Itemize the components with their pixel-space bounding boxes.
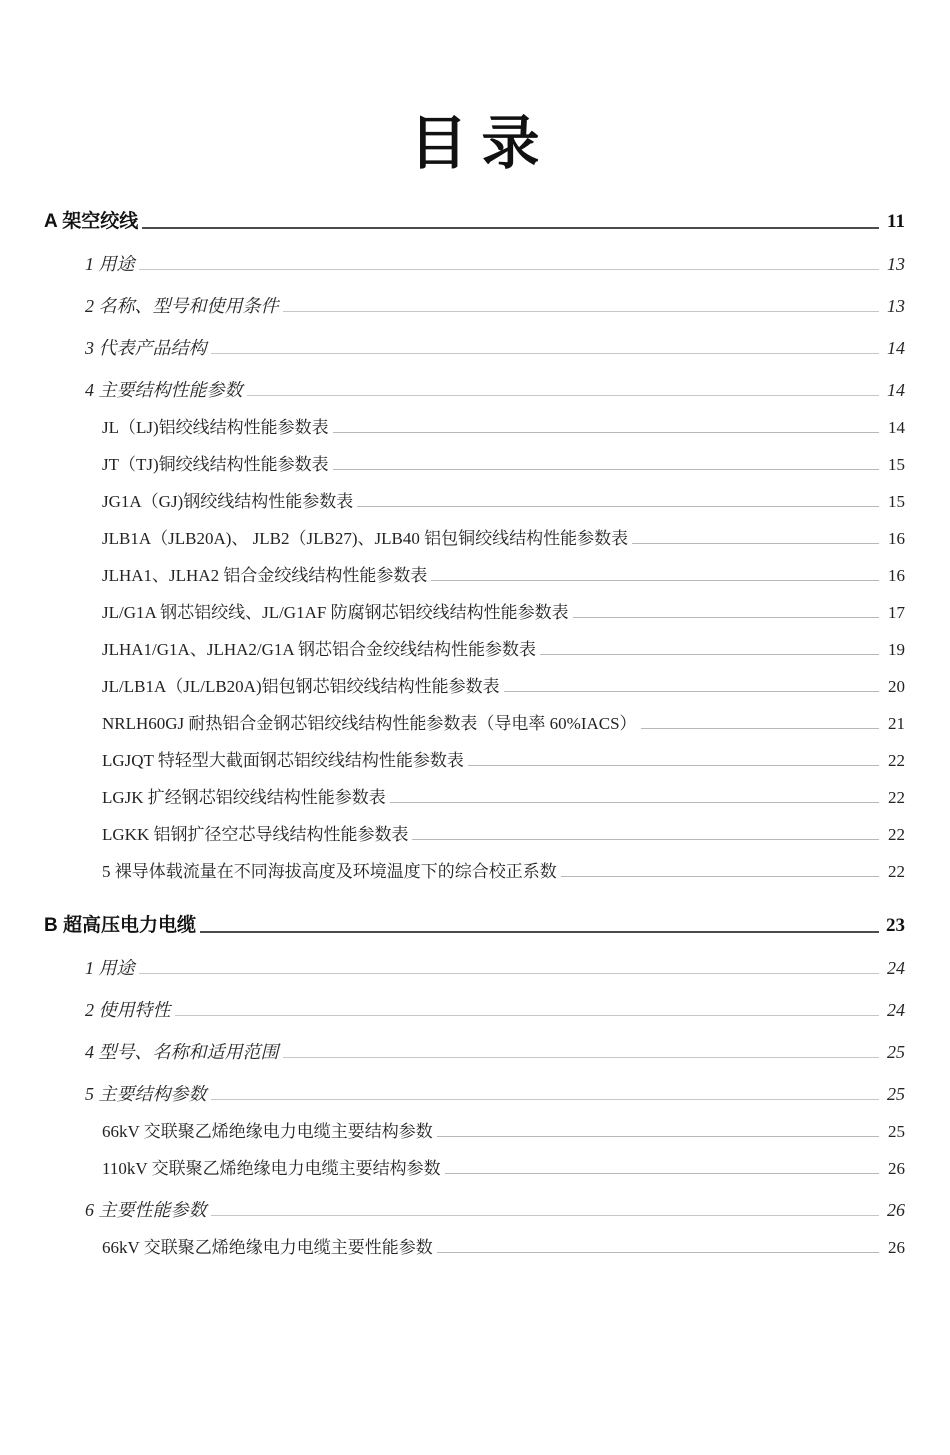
toc-entry-label: JL/LB1A（JL/LB20A)铝包钢芯铝绞线结构性能参数表	[102, 676, 500, 696]
toc-entry-label: JG1A（GJ)钢绞线结构性能参数表	[102, 491, 354, 511]
toc-entry-page-number: 22	[888, 824, 905, 844]
toc-entry-page-number: 24	[887, 957, 905, 978]
toc-entry-label: JLHA1、JLHA2 铝合金绞线结构性能参数表	[102, 565, 428, 585]
toc-entry-page-number: 26	[888, 1237, 905, 1257]
toc-entry-page-number: 24	[887, 999, 905, 1020]
toc-entry[interactable]	[85, 339, 905, 357]
document-page	[0, 112, 950, 1455]
toc-entry-label: 3 代表产品结构	[85, 337, 207, 358]
toc-entry[interactable]	[85, 255, 905, 273]
toc-entry-page-number: 15	[888, 454, 905, 474]
toc-entry[interactable]	[102, 604, 905, 621]
toc-entry-page-number: 22	[888, 750, 905, 770]
toc-entry-label: 66kV 交联聚乙烯绝缘电力电缆主要性能参数	[102, 1237, 433, 1257]
toc-entry-label: 2 名称、型号和使用条件	[85, 295, 279, 316]
toc-leader-line	[333, 432, 879, 433]
toc-entry-label: JLB1A（JLB20A)、 JLB2（JLB27)、JLB40 铝包铜绞线结构性能参数表	[102, 528, 629, 548]
toc-entry-page-number: 26	[887, 1199, 905, 1220]
toc-entry-label: B 超高压电力电缆	[44, 914, 197, 936]
toc-entry[interactable]	[102, 456, 905, 473]
toc-entry[interactable]	[102, 1239, 905, 1256]
toc-entry-label: JL（LJ)铝绞线结构性能参数表	[102, 417, 329, 437]
toc-entry-label: 4 型号、名称和适用范围	[85, 1041, 279, 1062]
toc-entry[interactable]	[85, 959, 905, 977]
toc-entry-page-number: 23	[886, 914, 905, 936]
toc-leader-line	[573, 617, 879, 618]
toc-leader-line	[390, 802, 879, 803]
toc-list	[44, 212, 905, 1256]
toc-entry[interactable]	[85, 381, 905, 399]
toc-entry[interactable]	[102, 752, 905, 769]
toc-entry-label: JLHA1/G1A、JLHA2/G1A 钢芯铝合金绞线结构性能参数表	[102, 639, 536, 659]
toc-entry-label: LGKK 铝钢扩径空芯导线结构性能参数表	[102, 824, 409, 844]
toc-leader-line	[283, 311, 880, 312]
toc-entry-page-number: 17	[888, 602, 905, 622]
toc-entry-page-number: 21	[888, 713, 905, 733]
toc-entry-page-number: 15	[888, 491, 905, 511]
toc-leader-line	[468, 765, 879, 766]
toc-leader-line	[139, 973, 880, 974]
toc-leader-line	[431, 580, 879, 581]
toc-entry-page-number: 22	[888, 787, 905, 807]
toc-entry[interactable]	[102, 789, 905, 806]
toc-entry-page-number: 16	[888, 565, 905, 585]
toc-entry[interactable]	[102, 1123, 905, 1140]
toc-entry-page-number: 25	[887, 1083, 905, 1104]
toc-entry-page-number: 19	[888, 639, 905, 659]
toc-leader-line	[211, 1215, 880, 1216]
toc-leader-line	[632, 543, 879, 544]
toc-entry-label: 5 主要结构参数	[85, 1083, 207, 1104]
toc-entry[interactable]	[85, 1085, 905, 1103]
toc-entry[interactable]	[85, 1201, 905, 1219]
toc-entry-page-number: 20	[888, 676, 905, 696]
toc-entry-label: LGJK 扩经钢芯铝绞线结构性能参数表	[102, 787, 386, 807]
toc-entry-label: 1 用途	[85, 253, 135, 274]
toc-entry-label: 110kV 交联聚乙烯绝缘电力电缆主要结构参数	[102, 1158, 441, 1178]
toc-entry-page-number: 11	[887, 210, 905, 232]
toc-leader-line	[437, 1136, 879, 1137]
toc-entry[interactable]	[44, 212, 905, 231]
toc-entry[interactable]	[102, 567, 905, 584]
toc-leader-line	[504, 691, 879, 692]
toc-entry[interactable]	[85, 1001, 905, 1019]
toc-entry[interactable]	[102, 1160, 905, 1177]
toc-entry-page-number: 13	[887, 253, 905, 274]
toc-leader-line	[561, 876, 879, 877]
toc-entry[interactable]	[102, 863, 905, 880]
toc-entry-label: 1 用途	[85, 957, 135, 978]
toc-entry-page-number: 16	[888, 528, 905, 548]
toc-entry[interactable]	[102, 641, 905, 658]
toc-leader-line	[445, 1173, 879, 1174]
toc-entry[interactable]	[85, 1043, 905, 1061]
toc-entry-label: 2 使用特性	[85, 999, 171, 1020]
toc-entry-label: JL/G1A 钢芯铝绞线、JL/G1AF 防腐钢芯铝绞线结构性能参数表	[102, 602, 569, 622]
toc-entry-label: NRLH60GJ 耐热铝合金钢芯铝绞线结构性能参数表（导电率 60%IACS）	[102, 713, 637, 733]
toc-leader-line	[211, 353, 880, 354]
toc-entry[interactable]	[102, 530, 905, 547]
toc-entry[interactable]	[102, 493, 905, 510]
toc-entry-label: JT（TJ)铜绞线结构性能参数表	[102, 454, 329, 474]
toc-entry-page-number: 25	[887, 1041, 905, 1062]
toc-leader-line	[437, 1252, 879, 1253]
toc-entry-page-number: 13	[887, 295, 905, 316]
toc-entry-label: 4 主要结构性能参数	[85, 379, 243, 400]
toc-entry-label: A 架空绞线	[44, 210, 139, 232]
toc-entry-page-number: 22	[888, 861, 905, 881]
toc-entry-page-number: 25	[888, 1121, 905, 1141]
toc-leader-line	[142, 227, 879, 229]
toc-entry-label: 5 裸导体载流量在不同海拔高度及环境温度下的综合校正系数	[102, 861, 557, 881]
toc-entry-page-number: 14	[888, 417, 905, 437]
toc-leader-line	[333, 469, 879, 470]
toc-entry[interactable]	[102, 678, 905, 695]
toc-leader-line	[357, 506, 879, 507]
toc-leader-line	[211, 1099, 880, 1100]
toc-leader-line	[175, 1015, 880, 1016]
toc-entry[interactable]	[102, 826, 905, 843]
toc-entry-page-number: 14	[887, 337, 905, 358]
toc-leader-line	[139, 269, 880, 270]
toc-entry-page-number: 14	[887, 379, 905, 400]
toc-entry-page-number: 26	[888, 1158, 905, 1178]
toc-entry-label: 66kV 交联聚乙烯绝缘电力电缆主要结构参数	[102, 1121, 433, 1141]
toc-leader-line	[412, 839, 879, 840]
toc-leader-line	[200, 931, 879, 933]
toc-leader-line	[641, 728, 879, 729]
toc-entry[interactable]	[44, 916, 905, 935]
toc-leader-line	[247, 395, 880, 396]
page-title: 目录	[409, 111, 554, 176]
toc-entry[interactable]	[85, 297, 905, 315]
toc-entry[interactable]	[102, 419, 905, 436]
toc-entry-label: LGJQT 特轻型大截面钢芯铝绞线结构性能参数表	[102, 750, 464, 770]
toc-leader-line	[283, 1057, 880, 1058]
toc-leader-line	[540, 654, 879, 655]
toc-entry-label: 6 主要性能参数	[85, 1199, 207, 1220]
toc-entry[interactable]	[102, 715, 905, 732]
